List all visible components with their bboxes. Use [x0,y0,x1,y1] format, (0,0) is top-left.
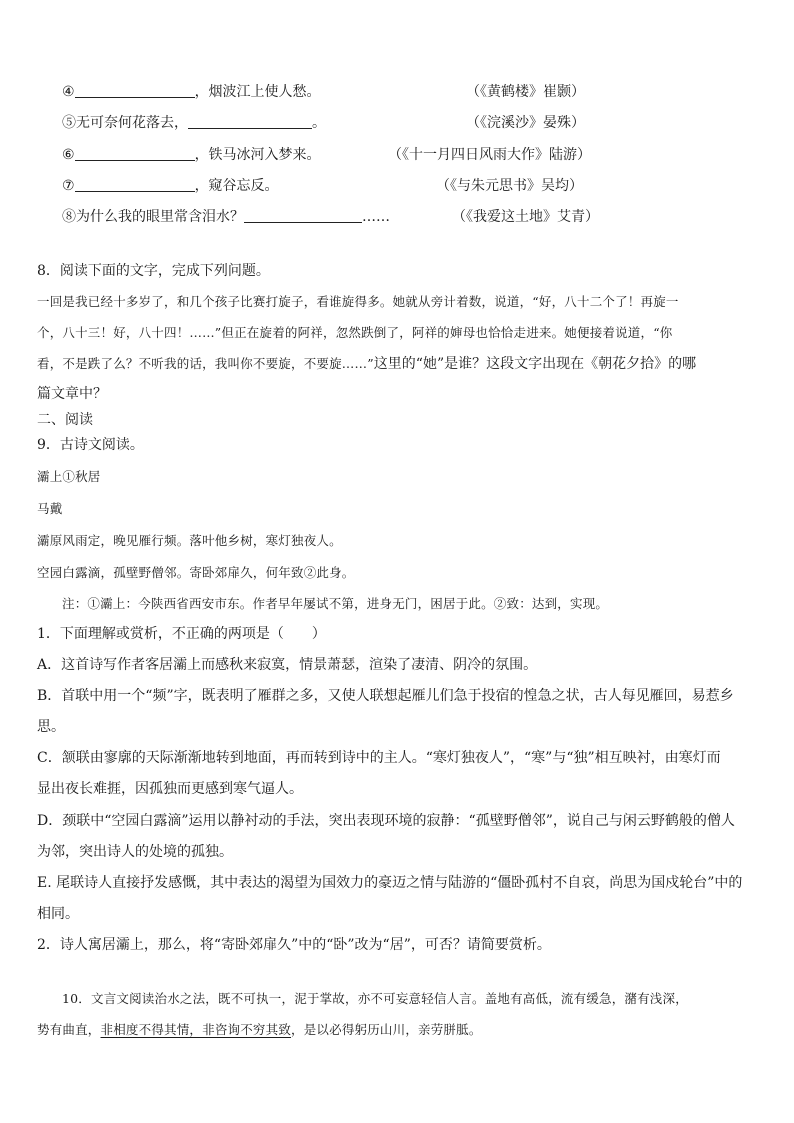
poem-line: 无可奈何花落去， [76,115,188,131]
option-b: B．首联中用一个“频”字，既表明了雁群之多，又使人联想起雁儿们急于投宿的惶急之状，古人每见雁回，易惹乡 [37,688,734,704]
poem-line: ，窥谷忘反。 [194,178,279,194]
blank-line-8 [62,208,390,226]
question-10-text [37,1022,482,1038]
answer-blank[interactable] [244,208,362,223]
poem-verse: 灞原风雨定，晚见雁行频。落叶他乡树，寒灯独夜人。 [37,533,342,548]
source-citation: （《黄鹤楼》崔颢） [466,84,585,100]
item-number: ⑦ [62,178,75,194]
answer-blank[interactable] [75,83,195,98]
sub-question-2: 2．诗人寓居灞上，那么，将“寄卧郊扉久”中的“卧”改为“居”，可否？请简要赏析。 [37,937,551,953]
item-number: ⑤ [62,115,76,131]
question-8-title: 8．阅读下面的文字，完成下列问题。 [37,263,270,279]
poem-title: 灞上①秋居 [37,469,101,484]
answer-blank[interactable] [75,177,195,192]
answer-blank[interactable] [75,146,195,161]
poem-note: 注：①灞上：今陕西省西安市东。作者早年屡试不第，进身无门，困居于此。②致：达到，实现。 [62,596,609,611]
q8-passage-line: 个，八十三！好，八十四！……”但正在旋着的阿祥，忽然跌倒了，阿祥的婶母也恰恰走进来。她便接着说道，“你 [37,325,673,340]
section-heading: 二、阅读 [37,412,93,428]
poem-line-end: 。 [312,115,326,131]
blank-line-7 [62,177,279,195]
option-d-continued: 为邻，突出诗人的处境的孤独。 [37,844,233,860]
item-number: ④ [62,84,75,100]
blank-line-6 [62,146,321,164]
source-citation: （《与朱元思书》吴均） [436,178,583,194]
source-citation: （《浣溪沙》晏殊） [466,115,585,131]
poem-line: 为什么我的眼里常含泪水？ [76,209,244,225]
blank-line-5 [62,114,326,132]
poem-verse: 空园白露滴，孤壁野僧邻。寄卧郊扉久，何年致②此身。 [37,565,355,580]
q8-question-text: 这里的“她”是谁？这段文字出现在《朝花夕拾》的哪 [373,356,697,372]
option-a: A．这首诗写作者客居灞上而感秋来寂寞，情景萧瑟，渲染了凄清、阴冷的氛围。 [37,657,538,673]
question-10-text: 10．文言文阅读治水之法，既不可执一，泥于掌故，亦不可妄意轻信人言。盖地有高低，流有缓急，潴有浅深， [62,991,688,1006]
option-c: C．颔联由寥廓的天际渐渐地转到地面，再而转到诗中的主人。“寒灯独夜人”，“寒”与“独”相互映衬，由寒灯而 [37,750,721,766]
question-9-title: 9．古诗文阅读。 [37,437,144,453]
q8-passage-text: 看，不是跌了么？不听我的话，我叫你不要旋，不要旋……” [37,356,374,371]
source-citation: （《十一月四日风雨大作》陆游） [388,147,591,163]
q8-passage-line: 一回是我已经十多岁了，和几个孩子比赛打旋子，看谁旋得多。她就从旁计着数，说道，“好，八十二个了！再旋一 [37,294,679,309]
q10-underlined-text: 非相度不得其情，非咨询不穷其致 [100,1022,292,1037]
item-number: ⑥ [62,147,75,163]
q10-text: 势有曲直， [37,1022,101,1037]
option-e-continued: 相同。 [37,906,79,922]
poem-line-end: …… [362,209,390,225]
q8-passage-line [37,355,696,373]
poem-author: 马戴 [37,501,63,516]
poem-line: ，铁马冰河入梦来。 [194,147,321,163]
source-citation: （《我爱这土地》艾青） [452,209,599,225]
q8-question-text: 篇文章中？ [37,386,107,402]
sub-question-1: 1．下面理解或赏析，不正确的两项是（ ） [37,626,326,642]
option-c-continued: 显出夜长难捱，因孤独而更感到寒气逼人。 [37,781,303,797]
blank-line-4 [62,83,321,101]
option-b-continued: 思。 [37,719,65,735]
q10-text: ，是以必得躬历山川，亲劳胼胝。 [291,1022,482,1037]
item-number: ⑧ [62,209,76,225]
option-e: E. 尾联诗人直接抒发感慨，其中表达的渴望为国效力的豪迈之情与陆游的“僵卧孤村不自哀，尚思为国戍轮台”中的 [37,875,743,891]
option-d: D．颈联中“空园白露滴”运用以静衬动的手法，突出表现环境的寂静：“孤壁野僧邻”，说自己与闲云野鹤般的僧人 [37,813,735,829]
poem-line: ，烟波江上使人愁。 [194,84,321,100]
answer-blank[interactable] [188,114,312,129]
